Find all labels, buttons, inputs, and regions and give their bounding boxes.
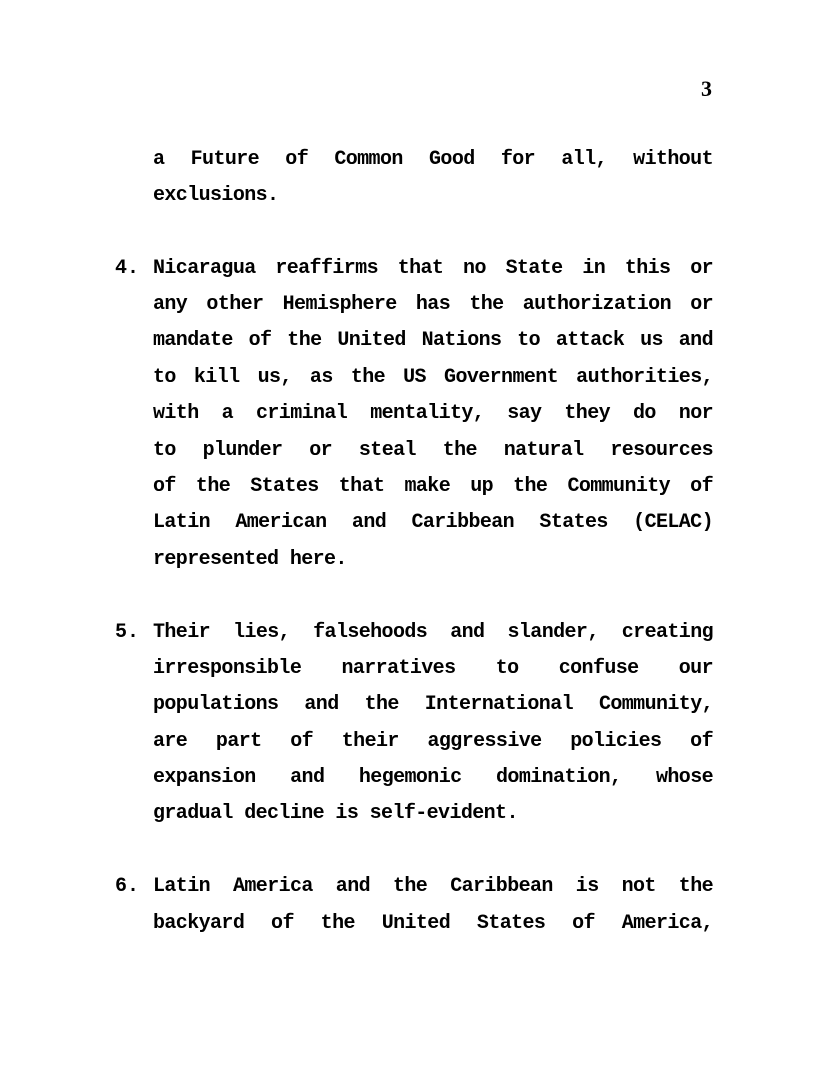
paragraph-line: expansion and hegemonic domination, whose xyxy=(153,766,713,789)
paragraph-line: Nicaragua reaffirms that no State in this or xyxy=(153,257,713,280)
paragraph-line: represented here. xyxy=(153,548,347,571)
paragraph-line: with a criminal mentality, say they do nor xyxy=(153,402,713,425)
page-number: 3 xyxy=(701,76,712,101)
paragraph-line: backyard of the United States of America, xyxy=(153,912,713,935)
paragraph-line: irresponsible narratives to confuse our xyxy=(153,657,713,680)
paragraph-line: mandate of the United Nations to attack us and xyxy=(153,329,713,352)
paragraph-line: Their lies, falsehoods and slander, creating xyxy=(153,621,713,644)
paragraph-line: exclusions. xyxy=(153,184,279,207)
paragraph-line: Latin American and Caribbean States (CELAC) xyxy=(153,511,713,534)
paragraph-line: gradual decline is self-evident. xyxy=(153,802,518,825)
paragraph-line: a Future of Common Good for all, without xyxy=(153,148,713,171)
paragraph-line: of the States that make up the Community of xyxy=(153,475,713,498)
paragraph-line: to kill us, as the US Government authorities, xyxy=(153,366,713,389)
paragraph-line: are part of their aggressive policies of xyxy=(153,730,713,753)
list-item-number: 4. xyxy=(115,257,140,280)
paragraph-line: Latin America and the Caribbean is not the xyxy=(153,875,713,898)
list-item-number: 6. xyxy=(115,875,140,898)
paragraph-line: to plunder or steal the natural resources xyxy=(153,439,713,462)
paragraph-line: populations and the International Community, xyxy=(153,693,713,716)
paragraph-line: any other Hemisphere has the authorization or xyxy=(153,293,713,316)
list-item-number: 5. xyxy=(115,621,140,644)
